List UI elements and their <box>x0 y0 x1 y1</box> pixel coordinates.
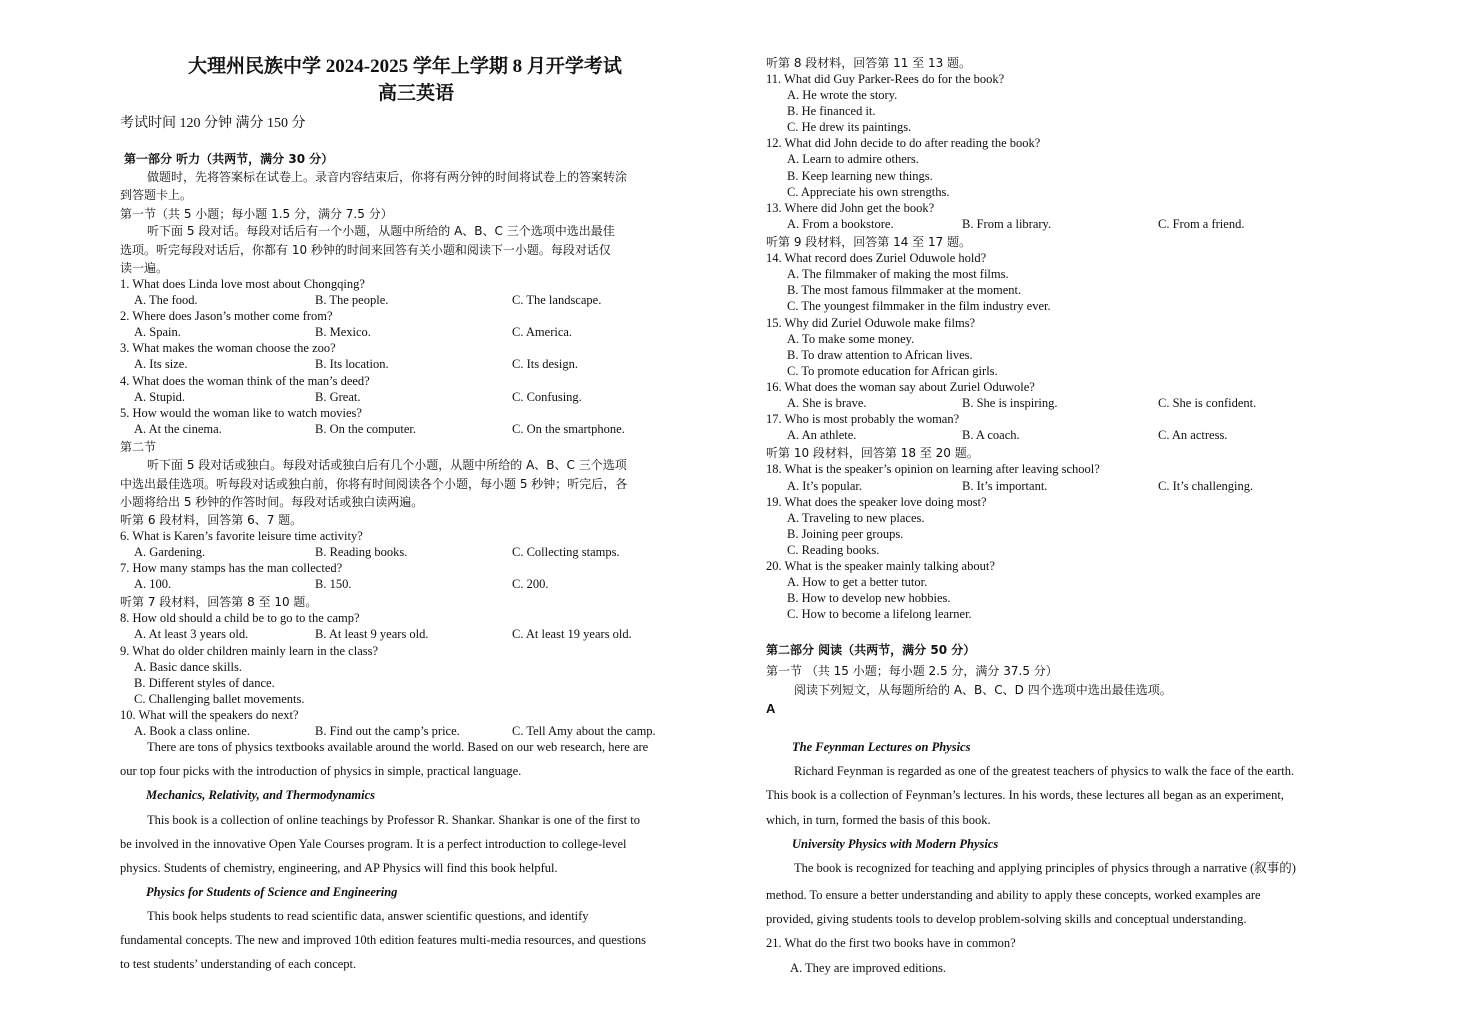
question-stem: 15. Why did Zuriel Oduwole make films? <box>766 316 976 330</box>
question-stem: 16. What does the woman say about Zuriel Oduwole? <box>766 380 1035 394</box>
part2-section1-heading: 第一节 （共 15 小题；每小题 2.5 分，满分 37.5 分） <box>766 664 1058 678</box>
option-a: A. Book a class online. <box>134 724 250 738</box>
material-heading: 听第 6 段材料，回答第 6、7 题。 <box>120 513 303 527</box>
book-text: Richard Feynman is regarded as one of the greatest teachers of physics to walk the face of the earth. <box>794 764 1295 778</box>
exam-title: 大理州民族中学 2024-2025 学年上学期 8 月开学考试 <box>188 56 622 77</box>
question-stem: 9. What do older children mainly learn in the class? <box>120 644 379 658</box>
question-stem: 10. What will the speakers do next? <box>120 708 299 722</box>
book-text: physics. Students of chemistry, engineering, and AP Physics will find this book helpful. <box>120 861 558 875</box>
question-stem: 17. Who is most probably the woman? <box>766 412 960 426</box>
book-text: method. To ensure a better understanding and ability to apply these concepts, worked examples are <box>766 888 1261 902</box>
question-stem: 20. What is the speaker mainly talking about? <box>766 559 995 573</box>
option-b: B. Its location. <box>315 357 389 371</box>
book-text: This book is a collection of Feynman’s lectures. In his words, these lectures all began as an experiment, <box>766 788 1284 802</box>
question-stem: 11. What did Guy Parker-Rees do for the book? <box>766 72 1005 86</box>
question-stem: 13. Where did John get the book? <box>766 201 935 215</box>
exam-info: 考试时间 120 分钟 满分 150 分 <box>120 116 306 131</box>
part1-intro-2: 到答题卡上。 <box>120 188 193 202</box>
option-b: B. It’s important. <box>962 479 1048 493</box>
section2-instr-2: 中选出最佳选项。听每段对话或独白前，你将有时间阅读各个小题，每小题 5 秒钟；听完后，各 <box>120 477 628 491</box>
option-a: A. Learn to admire others. <box>787 152 919 166</box>
section1-instr-3: 读一遍。 <box>120 261 169 275</box>
reading-intro-1: There are tons of physics textbooks available around the world. Based on our web research, here are <box>147 740 649 754</box>
part2-instr: 阅读下列短文，从每题所给的 A、B、C、D 四个选项中选出最佳选项。 <box>794 683 1172 697</box>
section2-instr-3: 小题将给出 5 秒钟的作答时间。每段对话或独白读两遍。 <box>120 495 424 509</box>
option-a: A. From a bookstore. <box>787 217 894 231</box>
option-b: B. Great. <box>315 390 361 404</box>
option-c: C. It’s challenging. <box>1158 479 1254 493</box>
option-a: A. How to get a better tutor. <box>787 575 928 589</box>
option-c: C. Tell Amy about the camp. <box>512 724 656 738</box>
option-a: A. They are improved editions. <box>790 961 946 975</box>
option-c: C. America. <box>512 325 573 339</box>
option-a: A. To make some money. <box>787 332 915 346</box>
option-b: B. Joining peer groups. <box>787 527 904 541</box>
material-heading: 听第 9 段材料，回答第 14 至 17 题。 <box>766 235 972 249</box>
option-b: B. He financed it. <box>787 104 876 118</box>
book-text: This book helps students to read scientific data, answer scientific questions, and identify <box>147 909 589 923</box>
option-a: A. The filmmaker of making the most films. <box>787 267 1009 281</box>
option-c: C. To promote education for African girls. <box>787 364 998 378</box>
option-c: C. The landscape. <box>512 293 602 307</box>
option-a: A. Traveling to new places. <box>787 511 925 525</box>
option-a: A. Stupid. <box>134 390 186 404</box>
option-a: A. At least 3 years old. <box>134 627 249 641</box>
option-c: C. Collecting stamps. <box>512 545 620 559</box>
option-b: B. A coach. <box>962 428 1020 442</box>
section2-heading: 第二节 <box>120 440 157 454</box>
option-a: A. She is brave. <box>787 396 867 410</box>
option-b: B. The people. <box>315 293 389 307</box>
question-stem: 7. How many stamps has the man collected? <box>120 561 343 575</box>
option-c: C. 200. <box>512 577 549 591</box>
option-c: C. Challenging ballet movements. <box>134 692 305 706</box>
reading-intro-2: our top four picks with the introduction of physics in simple, practical language. <box>120 764 522 778</box>
material-heading: 听第 8 段材料，回答第 11 至 13 题。 <box>766 56 972 70</box>
question-stem: 14. What record does Zuriel Oduwole hold? <box>766 251 987 265</box>
option-b: B. On the computer. <box>315 422 417 436</box>
book-text: to test students’ understanding of each concept. <box>120 957 357 971</box>
option-c: C. An actress. <box>1158 428 1228 442</box>
section1-instr-1: 听下面 5 段对话。每段对话后有一个小题，从题中所给的 A、B、C 三个选项中选出最佳 <box>147 224 615 238</box>
book-text: be involved in the innovative Open Yale Courses program. It is a perfect introduction to college-level <box>120 837 627 851</box>
option-b: B. To draw attention to African lives. <box>787 348 973 362</box>
option-a: A. It’s popular. <box>787 479 862 493</box>
book-title: Mechanics, Relativity, and Thermodynamics <box>146 788 376 802</box>
question-stem: 18. What is the speaker’s opinion on learning after leaving school? <box>766 462 1100 476</box>
part1-intro-1: 做题时，先将答案标在试卷上。录音内容结束后，你将有两分钟的时间将试卷上的答案转涂 <box>147 170 628 184</box>
option-b: B. Different styles of dance. <box>134 676 275 690</box>
book-title: University Physics with Modern Physics <box>792 837 999 851</box>
section2-instr-1: 听下面 5 段对话或独白。每段对话或独白后有几个小题，从题中所给的 A、B、C 三个选项 <box>147 458 627 472</box>
option-a: A. He wrote the story. <box>787 88 898 102</box>
section1-instr-2: 选项。听完每段对话后，你都有 10 秒钟的时间来回答有关小题和阅读下一小题。每段对话仅 <box>120 243 611 257</box>
book-text: The book is recognized for teaching and applying principles of physics through a narrative (叙事的) <box>794 861 1296 875</box>
material-heading: 听第 10 段材料，回答第 18 至 20 题。 <box>766 446 979 460</box>
exam-subtitle: 高三英语 <box>378 83 455 104</box>
option-a: A. 100. <box>134 577 172 591</box>
option-a: A. Basic dance skills. <box>134 660 242 674</box>
option-b: B. Reading books. <box>315 545 408 559</box>
question-stem: 2. Where does Jason’s mother come from? <box>120 309 333 323</box>
option-c: C. She is confident. <box>1158 396 1257 410</box>
passage-label: A <box>766 701 776 716</box>
option-c: C. He drew its paintings. <box>787 120 912 134</box>
option-c: C. Its design. <box>512 357 578 371</box>
question-stem: 1. What does Linda love most about Chongqing? <box>120 277 365 291</box>
question-stem: 21. What do the first two books have in common? <box>766 936 1016 950</box>
option-b: B. Find out the camp’s price. <box>315 724 460 738</box>
option-c: C. How to become a lifelong learner. <box>787 607 972 621</box>
option-c: C. Reading books. <box>787 543 880 557</box>
question-stem: 4. What does the woman think of the man’s deed? <box>120 374 370 388</box>
question-stem: 12. What did John decide to do after reading the book? <box>766 136 1041 150</box>
question-stem: 3. What makes the woman choose the zoo? <box>120 341 336 355</box>
option-a: A. At the cinema. <box>134 422 222 436</box>
question-stem: 8. How old should a child be to go to the camp? <box>120 611 360 625</box>
book-text: This book is a collection of online teachings by Professor R. Shankar. Shankar is one of the first to <box>147 813 640 827</box>
material-heading: 听第 7 段材料，回答第 8 至 10 题。 <box>120 595 318 609</box>
option-b: B. At least 9 years old. <box>315 627 429 641</box>
option-b: B. Mexico. <box>315 325 371 339</box>
book-text: which, in turn, formed the basis of this book. <box>766 813 991 827</box>
question-stem: 5. How would the woman like to watch movies? <box>120 406 362 420</box>
option-b: B. Keep learning new things. <box>787 169 933 183</box>
option-c: C. At least 19 years old. <box>512 627 632 641</box>
option-c: C. From a friend. <box>1158 217 1245 231</box>
option-c: C. Appreciate his own strengths. <box>787 185 950 199</box>
option-c: C. On the smartphone. <box>512 422 625 436</box>
question-stem: 6. What is Karen’s favorite leisure time activity? <box>120 529 363 543</box>
book-text: fundamental concepts. The new and improved 10th edition features multi-media resources, and questions <box>120 933 647 947</box>
section1-heading: 第一节（共 5 小题；每小题 1.5 分，满分 7.5 分） <box>120 207 393 221</box>
option-c: C. The youngest filmmaker in the film industry ever. <box>787 299 1051 313</box>
option-a: A. An athlete. <box>787 428 857 442</box>
part1-heading: 第一部分 听力（共两节，满分 30 分） <box>124 152 334 166</box>
book-text: provided, giving students tools to develop problem-solving skills and conceptual understanding. <box>766 912 1247 926</box>
option-b: B. She is inspiring. <box>962 396 1058 410</box>
option-a: A. Gardening. <box>134 545 206 559</box>
book-title: Physics for Students of Science and Engineering <box>146 885 398 899</box>
option-b: B. How to develop new hobbies. <box>787 591 951 605</box>
question-stem: 19. What does the speaker love doing most? <box>766 495 987 509</box>
option-a: A. The food. <box>134 293 198 307</box>
option-c: C. Confusing. <box>512 390 582 404</box>
option-a: A. Its size. <box>134 357 188 371</box>
part2-heading: 第二部分 阅读（共两节，满分 50 分） <box>766 643 976 657</box>
option-a: A. Spain. <box>134 325 181 339</box>
option-b: B. From a library. <box>962 217 1052 231</box>
option-b: B. The most famous filmmaker at the moment. <box>787 283 1022 297</box>
book-title: The Feynman Lectures on Physics <box>792 740 971 754</box>
option-b: B. 150. <box>315 577 352 591</box>
